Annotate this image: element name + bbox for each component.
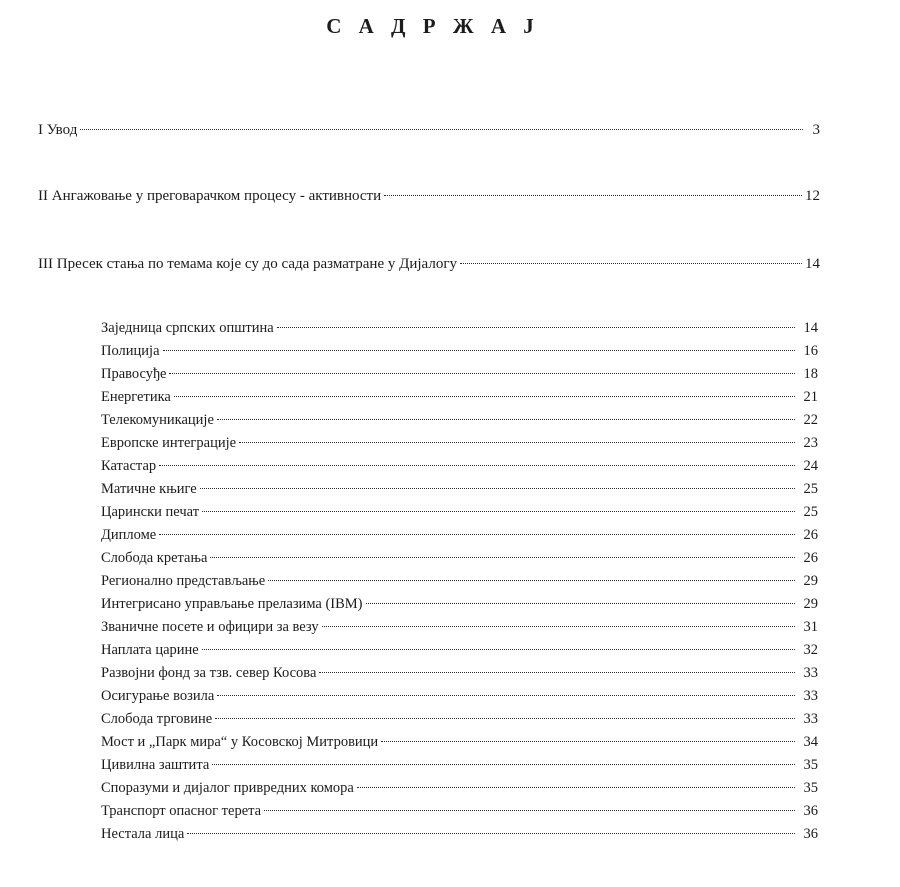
dot-leader (187, 833, 795, 834)
toc-subsection-label: Слобода кретања (101, 550, 208, 566)
toc-subsection-row (101, 458, 818, 481)
toc-page-number: 25 (803, 481, 818, 497)
dot-leader (366, 603, 795, 604)
toc-subsection-row (101, 366, 818, 389)
dot-leader (217, 419, 795, 420)
toc-subsection-row (101, 481, 818, 504)
dot-leader (202, 649, 795, 650)
toc-page-number: 33 (803, 711, 818, 727)
dot-leader (80, 129, 803, 130)
toc-subsection-row (101, 780, 818, 803)
toc-subsection-row (101, 665, 818, 688)
toc-page-number: 18 (803, 366, 818, 382)
toc-section-row (38, 256, 820, 273)
dot-leader (460, 263, 802, 264)
toc-subsection-label: Царински печат (101, 504, 200, 520)
toc-subsection-label: Интегрисано управљање прелазима (IBM) (101, 596, 363, 612)
dot-leader (202, 511, 795, 512)
toc-page-number: 14 (803, 320, 818, 336)
toc-section-label: II Ангажовање у преговарачком процесу - активности (38, 188, 382, 204)
dot-leader (159, 465, 795, 466)
toc-subsection-row (101, 527, 818, 550)
toc-page-number: 33 (803, 688, 818, 704)
toc-subsection-row (101, 803, 818, 826)
toc-subsection-row (101, 573, 818, 596)
toc-subsection-row (101, 757, 818, 780)
toc-page-number: 26 (803, 527, 818, 543)
toc-subsection-row (101, 435, 818, 458)
toc-page-number: 25 (803, 504, 818, 520)
dot-leader (215, 718, 795, 719)
toc-page-number: 14 (805, 256, 820, 272)
toc-subsection-row (101, 734, 818, 757)
toc-subsection-label: Слобода трговине (101, 711, 213, 727)
dot-leader (210, 557, 795, 558)
toc-section-row (38, 188, 820, 205)
toc-subsection-label: Регионално представљање (101, 573, 266, 589)
toc-page-number: 36 (803, 803, 818, 819)
toc-subsection-label: Наплата царине (101, 642, 199, 658)
toc-subsection-label: Цивилна заштита (101, 757, 210, 773)
toc-subsection-label: Полиција (101, 343, 160, 359)
toc-section-label: I Увод (38, 122, 78, 138)
toc-page-number: 12 (805, 188, 820, 204)
dot-leader (277, 327, 795, 328)
toc-page-number: 36 (803, 826, 818, 842)
toc-page-number: 24 (803, 458, 818, 474)
toc-subsection-label: Званичне посете и официри за везу (101, 619, 319, 635)
toc-page-number: 29 (803, 596, 818, 612)
toc-page-number: 23 (803, 435, 818, 451)
dot-leader (264, 810, 795, 811)
toc-subsection-row (101, 550, 818, 573)
toc-subsection-label: Телекомуникације (101, 412, 214, 428)
toc-subsection-row (101, 711, 818, 734)
toc-subsection-label: Правосуђе (101, 366, 167, 382)
toc-page-number: 3 (812, 122, 820, 138)
toc-subsection-row (101, 343, 818, 366)
dot-leader (384, 195, 802, 196)
toc-subsection-label: Заједница српских општина (101, 320, 274, 336)
dot-leader (174, 396, 795, 397)
dot-leader (212, 764, 795, 765)
toc-page-number: 35 (803, 757, 818, 773)
toc-page-number: 21 (803, 389, 818, 405)
toc-page-number: 35 (803, 780, 818, 796)
toc-subsection-label: Европске интеграције (101, 435, 237, 451)
toc-subsection-row (101, 596, 818, 619)
toc-section-label: III Пресек стања по темама које су до сада разматране у Дијалогу (38, 256, 457, 272)
toc-subsection-row (101, 504, 818, 527)
toc-page-number: 29 (803, 573, 818, 589)
toc-subsection-label: Транспорт опасног терета (101, 803, 262, 819)
dot-leader (200, 488, 795, 489)
dot-leader (159, 534, 795, 535)
dot-leader (268, 580, 795, 581)
toc-subsection-row (101, 619, 818, 642)
toc-subsection-label: Дипломе (101, 527, 157, 543)
toc-subsection-label: Осигурање возила (101, 688, 215, 704)
toc-subsection-label: Катастар (101, 458, 157, 474)
toc-subsection-label: Нестала лица (101, 826, 185, 842)
dot-leader (239, 442, 795, 443)
toc-subsection-row (101, 642, 818, 665)
document-title: С А Д Р Ж А Ј (326, 14, 540, 38)
toc-page-number: 31 (803, 619, 818, 635)
toc-page-number: 16 (803, 343, 818, 359)
dot-leader (322, 626, 795, 627)
toc-subsection-label: Развојни фонд за тзв. север Косова (101, 665, 317, 681)
toc-page-number: 26 (803, 550, 818, 566)
dot-leader (217, 695, 795, 696)
toc-subsection-row (101, 389, 818, 412)
dot-leader (319, 672, 795, 673)
toc-section-row (38, 122, 820, 139)
toc-page-number: 33 (803, 665, 818, 681)
dot-leader (169, 373, 795, 374)
dot-leader (163, 350, 795, 351)
toc-subsection-row (101, 412, 818, 435)
toc-page-number: 34 (803, 734, 818, 750)
toc-page-number: 32 (803, 642, 818, 658)
dot-leader (357, 787, 795, 788)
toc-subsection-label: Споразуми и дијалог привредних комора (101, 780, 354, 796)
toc-subsection-label: Енергетика (101, 389, 171, 405)
toc-subsection-row (101, 320, 818, 343)
toc-subsection-label: Мост и „Парк мира“ у Косовској Митровици (101, 734, 379, 750)
dot-leader (381, 741, 795, 742)
toc-page-number: 22 (803, 412, 818, 428)
toc-subsection-label: Матичне књиге (101, 481, 197, 497)
toc-subsection-row (101, 826, 818, 849)
toc-subsection-row (101, 688, 818, 711)
